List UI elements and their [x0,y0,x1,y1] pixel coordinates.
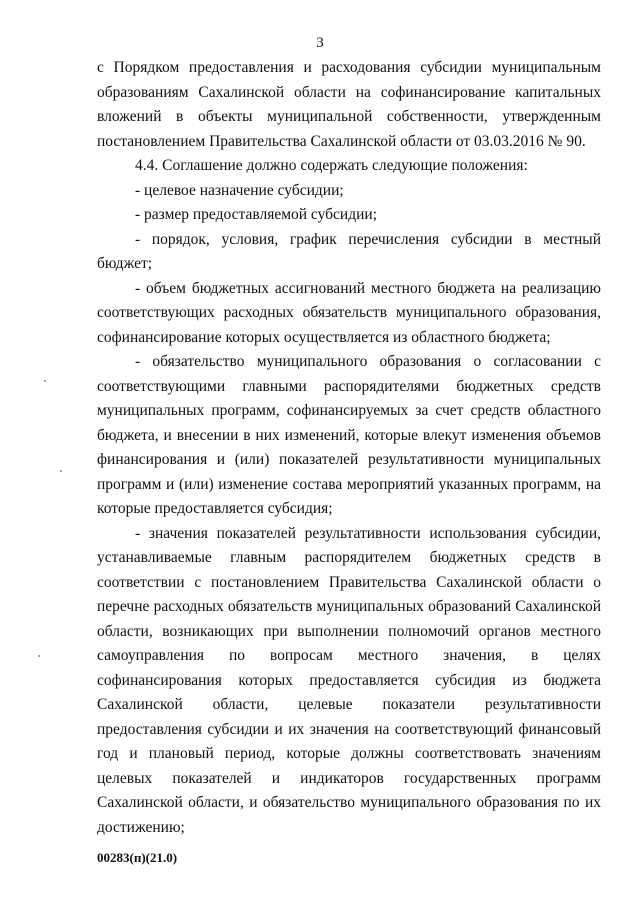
list-item-budget-allocations: - объем бюджетных ассигнований местного бюджета на реализацию соответствующих расходных обязательств муниципального образования, софинансирование которых осуществляется из областного бюджета; [97,279,601,346]
scan-speck [44,380,46,382]
list-item-performance-indicators: - значения показателей результативности использования субсидии, устанавливаемые главным распорядителем бюджетных средств в соответствии с постановлением Правительства Сахалинской области о перечне расходных обязательств муниципальных образований Сахалинской области, возникающих при выполнении полномочий органов местного самоуправления по вопросам местного значения, в целях софинансирования которых предоставляется субсидия из бюджета Сахалинской области, целевые показатели результативности предоставления субсидии и их значения на соответствующий финансовый год и плановый период, которые должны соответствовать значениям целевых показателей и индикаторов государственных программ Сахалинской области, и обязательство муниципального образования по их достижению; [97,524,601,836]
scan-speck [60,470,62,472]
page-number: 3 [316,35,324,51]
scan-speck [38,655,40,657]
list-item-transfer-schedule: - порядок, условия, график перечисления субсидии в местный бюджет; [97,230,601,272]
document-code: 00283(п)(21.0) [97,850,178,865]
document-body [97,56,601,840]
list-item-amount: - размер предоставляемой субсидии; [135,206,377,223]
paragraph-procedure-reference: с Порядком предоставления и расходования субсидии муниципальным образованиям Сахалинской области на софинансирование капитальных вложений в объекты муниципальной собственности, утвержденным постановлением Правительства Сахалинской области от 03.03.2016 № 90. [97,59,601,150]
list-item-purpose: - целевое назначение субсидии; [135,181,344,199]
list-item-program-coordination: - обязательство муниципального образования о согласовании с соответствующими главными распорядителями бюджетных средств муниципальных программ, софинансируемых за счет средств областного бюджета, и внесении в них изменений, которые влекут изменения объемов финансирования и (или) показателей результативности муниципальных программ и (или) изменение состава мероприятий указанных программ, на которые предоставляется субсидия; [97,353,601,517]
paragraph-section-4-4: 4.4. Соглашение должно содержать следующие положения: [135,157,528,174]
